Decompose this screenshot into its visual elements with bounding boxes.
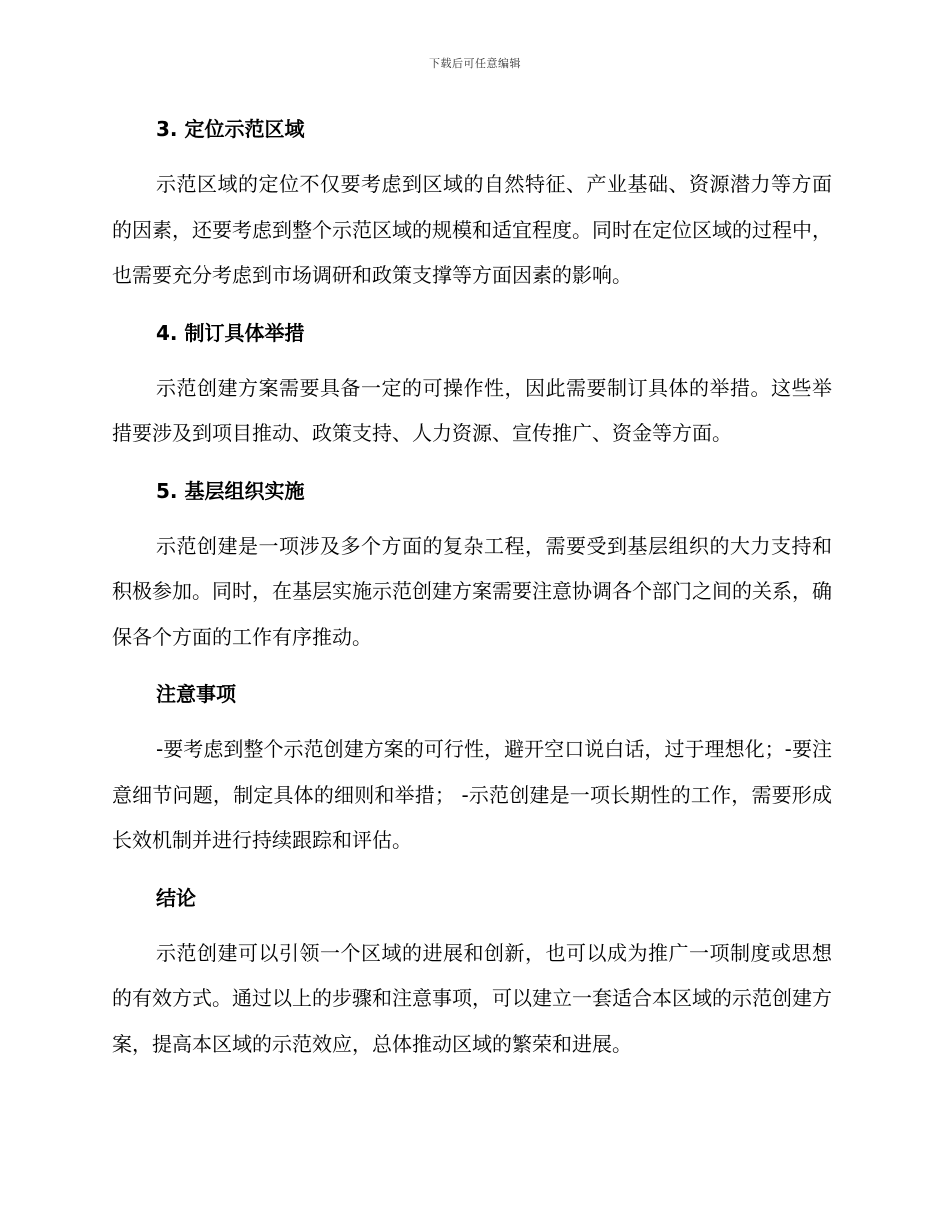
section-paragraph-grassroots: 示范创建是一项涉及多个方面的复杂工程，需要受到基层组织的大力支持和积极参加。同时，在基层实施示范创建方案需要注意协调各个部门之间的关系，确保各个方面的工作有序推动。 — [112, 533, 832, 649]
section-heading-specific-measures: 4. 制订具体举措 — [156, 320, 305, 345]
section-paragraph-notes: -要考虑到整个示范创建方案的可行性，避开空口说白话，过于理想化；-要注意细节问题，制定具体的细则和举措； -示范创建是一项长期性的工作，需要形成长效机制并进行持续跟踪和评估。 — [112, 737, 832, 852]
section-heading-grassroots: 5. 基层组织实施 — [156, 478, 305, 503]
document-body — [112, 110, 832, 1067]
page-header-note: 下载后可任意编辑 — [429, 57, 521, 70]
section-paragraph-locate-area: 示范区域的定位不仅要考虑到区域的自然特征、产业基础、资源潜力等方面的因素，还要考虑到整个示范区域的规模和适宜程度。同时在定位区域的过程中，也需要充分考虑到市场调研和政策支撑等方面因素的影响。 — [112, 172, 832, 287]
section-paragraph-specific-measures: 示范创建方案需要具备一定的可操作性，因此需要制订具体的举措。这些举措要涉及到项目推动、政策支持、人力资源、宣传推广、资金等方面。 — [112, 375, 832, 445]
section-paragraph-conclusion: 示范创建可以引领一个区域的进展和创新，也可以成为推广一项制度或思想的有效方式。通过以上的步骤和注意事项，可以建立一套适合本区域的示范创建方案，提高本区域的示范效应，总体推动区域的繁荣和进展。 — [112, 940, 832, 1056]
section-heading-locate-area: 3. 定位示范区域 — [156, 117, 305, 141]
section-heading-notes: 注意事项 — [156, 682, 236, 706]
section-heading-conclusion: 结论 — [156, 885, 196, 910]
